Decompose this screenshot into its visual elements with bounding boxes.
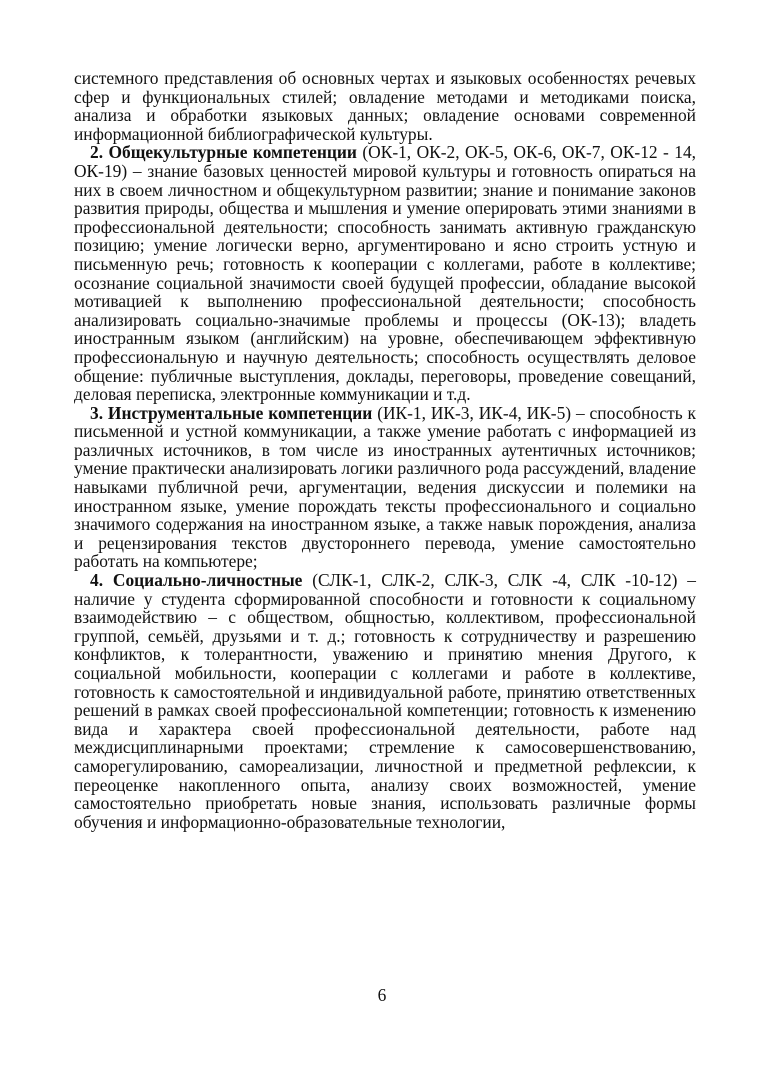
page-body (74, 69, 696, 831)
section-heading: 3. Инструментальные компетенции (90, 402, 373, 423)
section-general-cultural-competencies (74, 143, 696, 403)
section-social-personal-competencies (74, 571, 696, 831)
page-number: 6 (377, 985, 387, 1005)
section-body: (ИК-1, ИК-3, ИК-4, ИК-5) – способность к письменной и устной коммуникации, а также умение работать с информацией из различных источников, в том числе из иностранных аутентичных источников; умение практически анализировать логики различного рода рассуждений, владение навыками публичной речи, аргументации, ведения дискуссии и полемики на иностранном языке, умение порождать тексты профессионального и социально значимого содержания на иностранном языке, а также навык порождения, анализа и рецензирования текстов двустороннего перевода, умение самостоятельно работать на компьютере; (74, 402, 696, 572)
section-body: (СЛК-1, СЛК-2, СЛК-3, СЛК -4, СЛК -10-12) – наличие у студента сформированной способности и готовности к социальному взаимодействию – с обществом, общностью, коллективом, профессиональной группой, семьёй, друзьями и т. д.; готовность к сотрудничеству и разрешению конфликтов, к толерантности, уважению и принятию мнения Другого, к социальной мобильности, кооперации с коллегами и работе в коллективе, готовность к самостоятельной и индивидуальной работе, принятию ответственных решений в рамках своей профессиональной компетенции; готовность к изменению вида и характера своей профессиональной деятельности, работе над междисциплинарными проектами; стремление к самосовершенствованию, саморегулированию, самореализации, личностной и предметной рефлексии, к переоценке накопленного опыта, анализу своих возможностей, умение самостоятельно приобретать новые знания, использовать различные формы обучения и информационно-образовательные технологии, (74, 570, 697, 832)
section-instrumental-competencies (74, 404, 696, 571)
section-heading: 2. Общекультурные компетенции (90, 142, 357, 163)
section-heading: 4. Социально-личностные (90, 570, 303, 591)
intro-paragraph: системного представления об основных чертах и языковых особенностях речевых сфер и функциональных стилей; овладение методами и методиками поиска, анализа и обработки языковых данных; овладение основами современной информационной библиографической культуры. (74, 68, 696, 144)
section-body: (ОК-1, ОК-2, ОК-5, ОК-6, ОК-7, ОК-12 - 14, ОК-19) – знание базовых ценностей мировой культуры и готовность опираться на них в своем личностном и общекультурном развитии; знание и понимание законов развития природы, общества и мышления и умение оперировать этими знаниями в профессиональной деятельности; способность занимать активную гражданскую позицию; умение логически верно, аргументировано и ясно строить устную и письменную речь; готовность к кооперации с коллегами, работе в коллективе; осознание социальной значимости своей будущей профессии, обладание высокой мотивацией к выполнению профессиональной деятельности; способность анализировать социально-значимые проблемы и процессы (ОК-13); владеть иностранным языком (английским) на уровне, обеспечивающем эффективную профессиональную и научную деятельность; способность осуществлять деловое общение: публичные выступления, доклады, переговоры, проведение совещаний, деловая переписка, электронные коммуникации и т.д. (74, 142, 697, 405)
